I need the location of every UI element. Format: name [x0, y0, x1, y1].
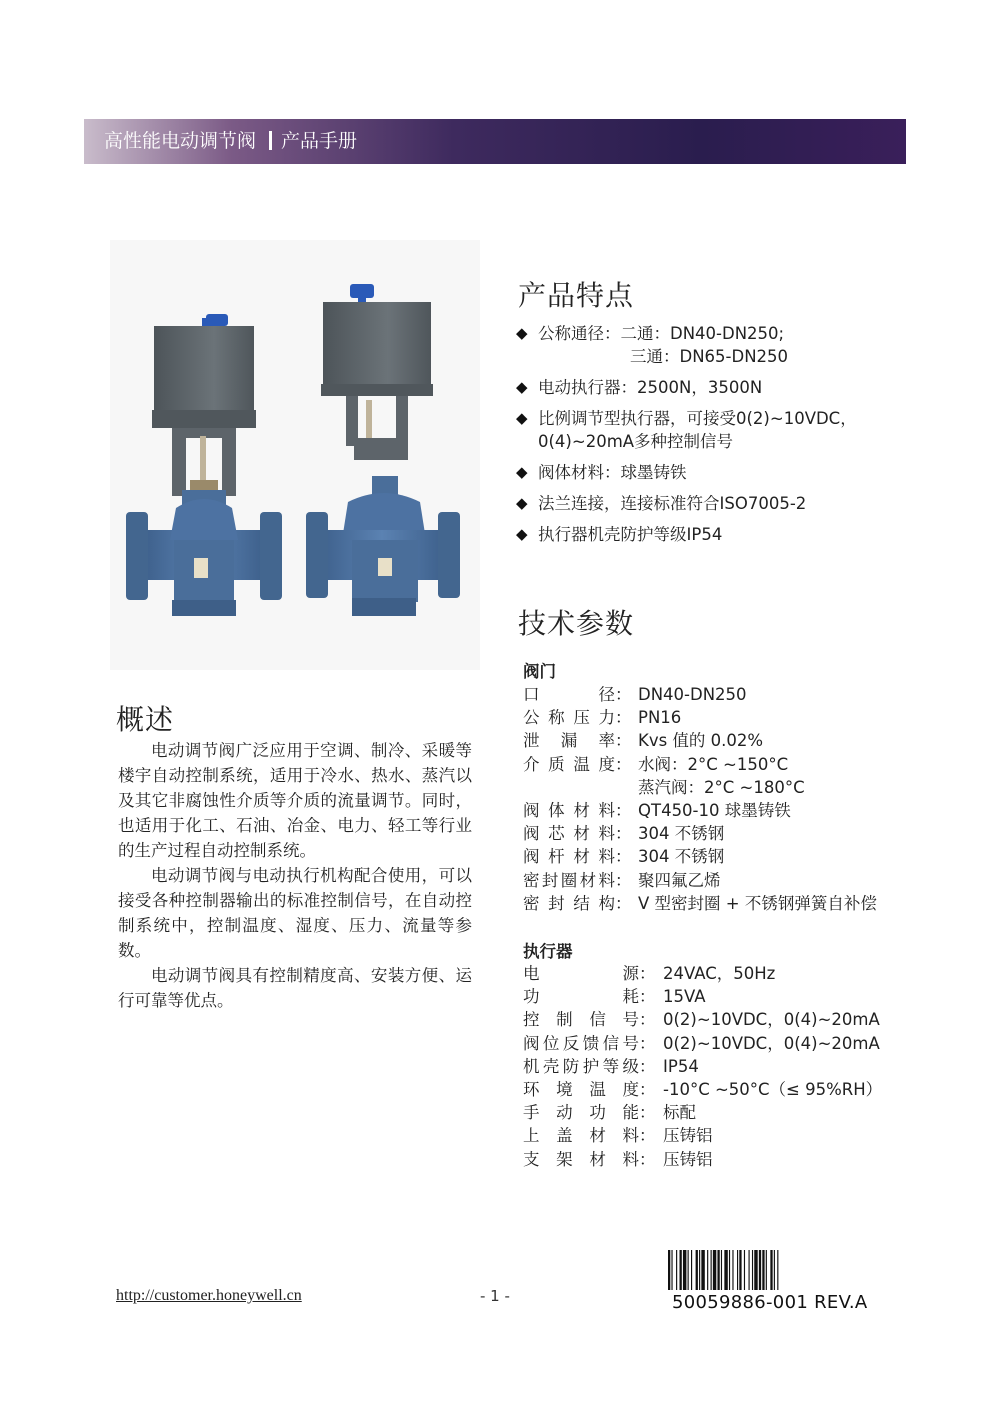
- spec-row: [523, 822, 877, 845]
- spec-value: 蒸汽阀：2°C ~180°C: [638, 777, 805, 797]
- spec-label: 机壳防护等级: [523, 1056, 639, 1076]
- header-title: 高性能电动调节阀: [104, 130, 257, 152]
- spec-label: 支架材料: [523, 1149, 639, 1169]
- diamond-bullet-icon: ◆: [516, 494, 528, 512]
- spec-label: 介质温度: [523, 754, 615, 774]
- spec-label: 功耗: [523, 987, 639, 1007]
- spec-colon: ：: [639, 1033, 656, 1053]
- spec-colon: ：: [639, 1010, 656, 1030]
- diamond-bullet-icon: ◆: [516, 463, 528, 481]
- spec-value: 304 不锈钢: [638, 824, 725, 844]
- feature-text: 法兰连接，连接标准符合ISO7005-2: [538, 494, 807, 513]
- spec-colon: ：: [615, 870, 632, 890]
- spec-label: 泄漏率: [523, 731, 615, 751]
- spec-colon: ：: [615, 824, 632, 844]
- spec-row: [523, 869, 877, 892]
- feature-item: [516, 461, 916, 484]
- spec-label: 口径: [523, 685, 615, 704]
- spec-colon: ：: [639, 1149, 656, 1169]
- spec-row: [523, 683, 877, 706]
- spec-colon: ：: [639, 987, 656, 1007]
- spec-row: [523, 1032, 882, 1055]
- product-photo: [110, 240, 480, 670]
- feature-item: [516, 407, 916, 453]
- spec-value: 聚四氟乙烯: [638, 870, 721, 890]
- spec-label: 阀杆材料: [523, 847, 615, 867]
- document-code: 50059886-001 REV.A: [672, 1292, 868, 1313]
- spec-colon: ：: [639, 1079, 656, 1099]
- diamond-bullet-icon: ◆: [516, 525, 528, 543]
- spec-row: [523, 706, 877, 729]
- spec-row: [523, 729, 877, 752]
- diamond-bullet-icon: ◆: [516, 378, 528, 396]
- actuator-specs-title: 执行器: [523, 942, 573, 961]
- spec-value: 0(2)~10VDC，0(4)~20mA: [663, 1033, 880, 1053]
- feature-text: 电动执行器：2500N，3500N: [538, 378, 763, 397]
- spec-value: -10°C ~50°C（≤ 95%RH）: [663, 1079, 883, 1099]
- overview-paragraph: 电动调节阀与电动执行机构配合使用，可以接受各种控制器输出的标准控制信号，在自动控制系统中，控制温度、湿度、压力、流量等参数。: [118, 866, 472, 960]
- spec-label: 控制信号: [523, 1010, 639, 1030]
- spec-label: 环境温度: [523, 1079, 639, 1099]
- spec-row: [523, 845, 877, 868]
- spec-value: 304 不锈钢: [638, 847, 725, 867]
- header-subtitle: 产品手册: [281, 130, 358, 152]
- diamond-bullet-icon: ◆: [516, 409, 528, 427]
- spec-value: 压铸铝: [663, 1126, 713, 1146]
- barcode: [668, 1250, 870, 1290]
- spec-row: [523, 1124, 882, 1147]
- features-list: [516, 322, 916, 554]
- spec-row: [523, 1148, 882, 1171]
- feature-text-continued: 0(4)~20mA多种控制信号: [538, 432, 734, 451]
- spec-value: QT450-10 球墨铸铁: [638, 800, 791, 820]
- features-heading: 产品特点: [518, 279, 635, 312]
- spec-label: 公称压力: [523, 708, 615, 728]
- spec-label: 密封结构: [523, 893, 615, 913]
- spec-row: [523, 1078, 882, 1101]
- spec-value: DN40-DN250: [638, 685, 747, 704]
- spec-colon: ：: [615, 800, 632, 820]
- spec-label: 阀体材料: [523, 800, 615, 820]
- spec-label: 阀芯材料: [523, 824, 615, 844]
- feature-text-continued: 三通：DN65-DN250: [630, 347, 789, 366]
- spec-row: [523, 1008, 882, 1031]
- feature-item: [516, 376, 916, 399]
- valve-specs-title: 阀门: [523, 662, 556, 681]
- feature-text: 阀体材料：球墨铸铁: [538, 463, 687, 482]
- spec-colon: ：: [615, 731, 632, 751]
- diamond-bullet-icon: ◆: [516, 324, 528, 342]
- spec-value: 15VA: [663, 987, 706, 1007]
- spec-colon: ：: [615, 685, 632, 704]
- spec-value: IP54: [663, 1056, 699, 1076]
- page-number: - 1 -: [480, 1287, 510, 1305]
- footer-url-link[interactable]: http://customer.honeywell.cn: [116, 1287, 302, 1304]
- spec-value: 压铸铝: [663, 1149, 713, 1169]
- spec-row: [523, 892, 877, 915]
- specs-heading: 技术参数: [518, 607, 635, 640]
- spec-row: [523, 1055, 882, 1078]
- spec-colon: ：: [639, 1103, 656, 1123]
- spec-colon: ：: [615, 754, 632, 774]
- feature-text: 公称通径：二通：DN40-DN250;: [538, 324, 785, 343]
- header-separator: [269, 131, 272, 150]
- feature-text: 执行器机壳防护等级IP54: [538, 525, 723, 544]
- spec-colon: ：: [639, 1126, 656, 1146]
- spec-label: 上盖材料: [523, 1126, 639, 1146]
- spec-colon: ：: [639, 964, 656, 983]
- spec-label: 密封圈材料: [523, 870, 615, 890]
- valve-specs-table: [523, 683, 877, 915]
- spec-row: [523, 776, 877, 799]
- spec-value: 水阀：2°C ~150°C: [638, 754, 789, 774]
- feature-item: [516, 523, 916, 546]
- spec-colon: ：: [615, 893, 632, 913]
- feature-text: 比例调节型执行器，可接受0(2)~10VDC，: [538, 409, 857, 428]
- spec-value: V 型密封圈 + 不锈钢弹簧自补偿: [638, 893, 877, 913]
- spec-value: PN16: [638, 708, 682, 728]
- overview-paragraph: 电动调节阀广泛应用于空调、制冷、采暖等楼宇自动控制系统，适用于冷水、热水、蒸汽以及其它非腐蚀性介质等介质的流量调节。同时，也适用于化工、石油、冶金、电力、轻工等行业的生产过程自动控制系统。: [118, 741, 472, 860]
- spec-label: 手动功能: [523, 1103, 639, 1123]
- spec-row: [523, 985, 882, 1008]
- spec-colon: ：: [615, 708, 632, 728]
- spec-value: 24VAC，50Hz: [663, 964, 776, 983]
- spec-row: [523, 1101, 882, 1124]
- feature-item: [516, 492, 916, 515]
- actuator-specs-table: [523, 962, 882, 1171]
- spec-row: [523, 799, 877, 822]
- spec-row: [523, 753, 877, 776]
- spec-colon: ：: [639, 1056, 656, 1076]
- spec-value: 标配: [663, 1103, 696, 1123]
- overview-paragraph: 电动调节阀具有控制精度高、安装方便、运行可靠等优点。: [118, 966, 472, 1010]
- feature-item: [516, 322, 916, 368]
- overview-heading: 概述: [116, 703, 175, 736]
- spec-row: [523, 962, 882, 985]
- spec-label: 阀位反馈信号: [523, 1033, 639, 1053]
- overview-text: [118, 738, 472, 1013]
- spec-colon: ：: [615, 847, 632, 867]
- spec-value: 0(2)~10VDC，0(4)~20mA: [663, 1010, 880, 1030]
- spec-value: Kvs 值的 0.02%: [638, 731, 764, 751]
- spec-label: 电源: [523, 964, 639, 983]
- header-bar: [84, 119, 906, 164]
